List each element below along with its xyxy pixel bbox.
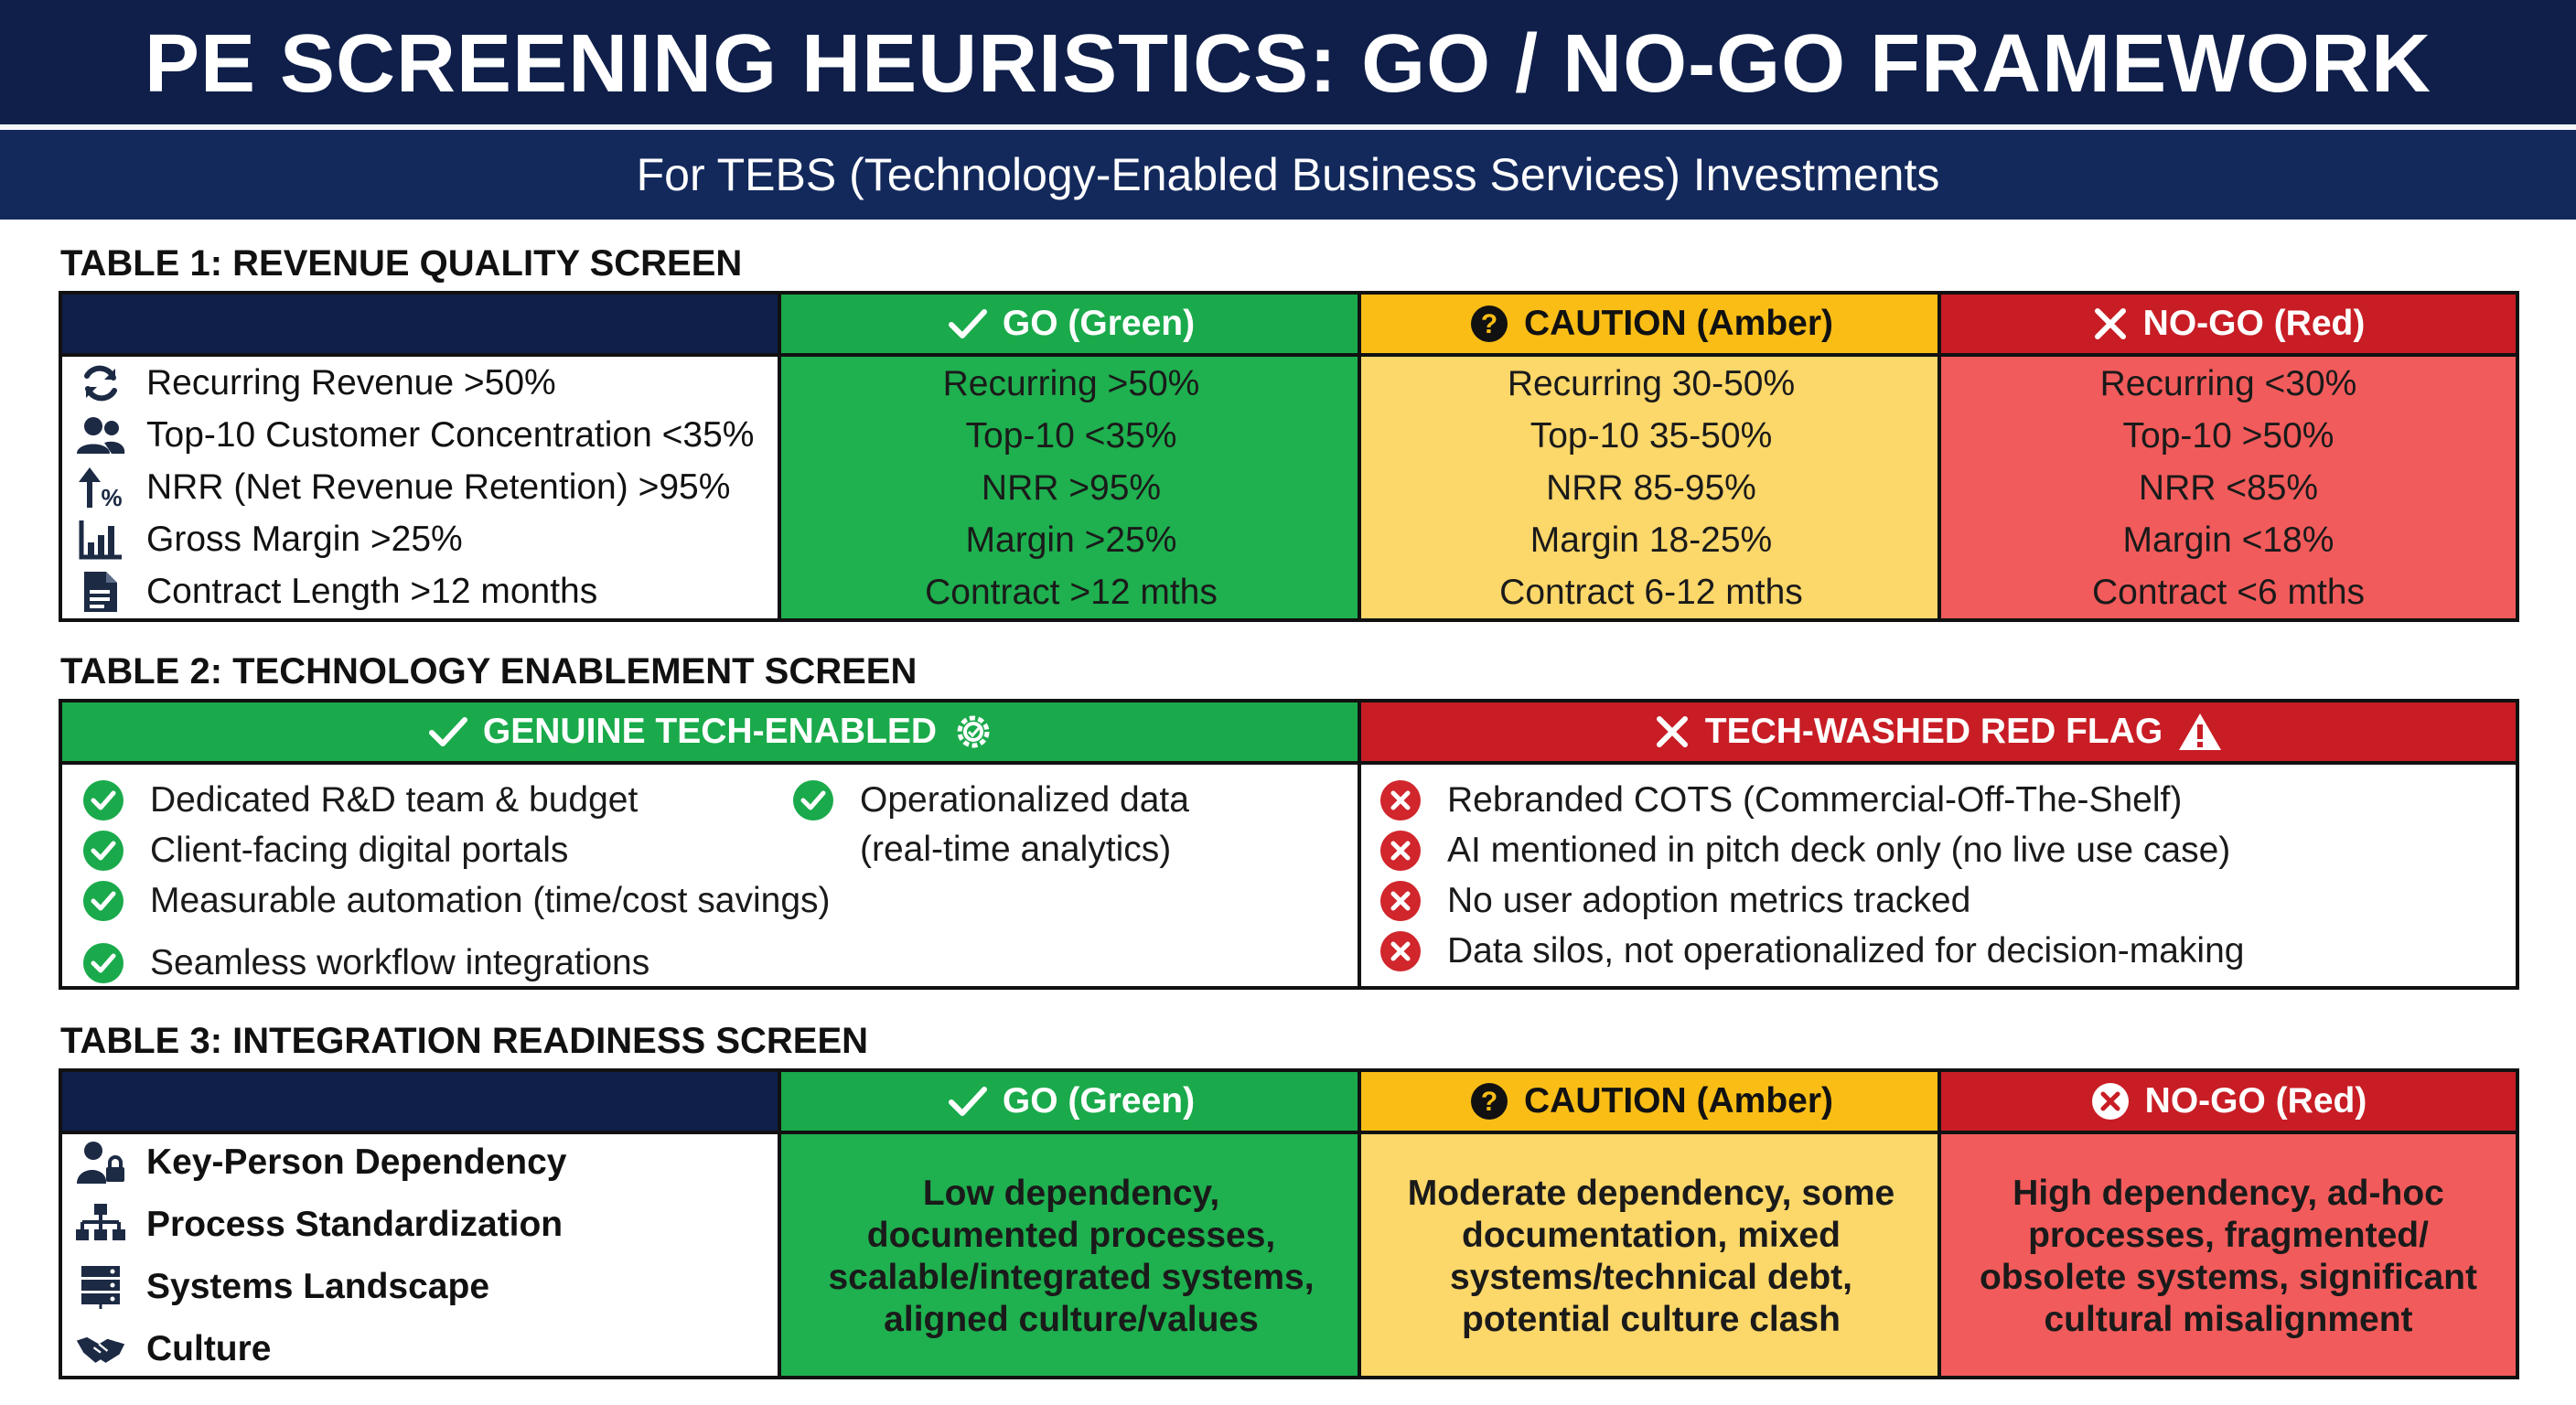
table3-caution-column <box>1361 1134 1941 1376</box>
page-subtitle: For TEBS (Technology-Enabled Business Services) Investments <box>636 149 1940 200</box>
table3-row-label <box>75 1140 567 1185</box>
table3-nogo-line: cultural misalignment <box>2044 1300 2413 1339</box>
table1-row-text: Recurring Revenue >50% <box>146 363 556 402</box>
washed-item-text: No user adoption metrics tracked <box>1447 881 1971 920</box>
table3-go-line: scalable/integrated systems, <box>828 1258 1315 1297</box>
table3-nogo-line: obsolete systems, significant <box>1979 1258 2477 1297</box>
x-circle-icon <box>1379 880 1422 922</box>
table3-go-column <box>781 1134 1361 1376</box>
check-circle-icon <box>82 942 124 984</box>
question-circle-icon <box>1469 1081 1509 1121</box>
table3-divider <box>1937 1072 1941 1376</box>
washed-item-text: AI mentioned in pitch deck only (no live use case) <box>1447 831 2231 870</box>
document-icon <box>75 569 126 615</box>
table3-row-label <box>75 1326 272 1372</box>
table1-nogo-cell: Margin <18% <box>2122 520 2334 560</box>
table1-header-go <box>781 295 1361 353</box>
table3-header-caution <box>1361 1072 1941 1131</box>
genuine-item-text <box>860 776 1189 874</box>
users-icon <box>75 413 126 458</box>
genuine-item-text: Client-facing digital portals <box>150 831 569 870</box>
check-icon <box>428 713 468 750</box>
table2-header-washed <box>1361 702 2516 761</box>
table2-header-genuine <box>62 702 1361 761</box>
table1-go-column <box>781 357 1361 618</box>
table3-row-label <box>75 1202 563 1248</box>
table1-caution-cell: NRR 85-95% <box>1546 468 1756 508</box>
arrow-up-percent-icon <box>75 465 126 510</box>
table1-divider <box>1358 295 1361 618</box>
table3-title: TABLE 3: INTEGRATION READINESS SCREEN <box>60 1021 869 1061</box>
technology-enablement-table <box>59 699 2519 990</box>
svg-text:%: % <box>101 484 123 509</box>
table1-nogo-cell: Recurring <30% <box>2099 364 2357 403</box>
table1-row-label <box>75 465 730 510</box>
table1-go-cell: Contract >12 mths <box>925 573 1218 612</box>
svg-text:?: ? <box>1480 1087 1498 1117</box>
table1-divider <box>778 295 781 618</box>
x-icon <box>1654 713 1690 750</box>
table2-washed-label: TECH-WASHED RED FLAG <box>1704 712 2163 751</box>
table3-header-blank <box>62 1072 781 1131</box>
table3-go-text <box>818 1173 1325 1341</box>
table3-caution-line: systems/technical debt, <box>1449 1258 1852 1297</box>
table3-caution-line: potential culture clash <box>1462 1300 1841 1339</box>
table1-go-cell: Recurring >50% <box>942 364 1200 403</box>
table1-nogo-label: NO-GO (Red) <box>2142 304 2366 343</box>
table1-go-label: GO (Green) <box>1002 304 1196 343</box>
warning-icon <box>2177 712 2223 752</box>
table1-row-label <box>75 413 754 458</box>
table3-go-line: aligned culture/values <box>884 1300 1259 1339</box>
table1-row-text: Gross Margin >25% <box>146 520 463 559</box>
x-icon <box>2092 306 2129 342</box>
table3-nogo-label: NO-GO (Red) <box>2144 1081 2367 1121</box>
svg-text:?: ? <box>1480 309 1498 339</box>
table1-header-blank <box>62 295 781 353</box>
genuine-item-text: Measurable automation (time/cost savings) <box>150 881 831 920</box>
table3-go-label: GO (Green) <box>1002 1081 1196 1121</box>
integration-readiness-table <box>59 1068 2519 1379</box>
server-icon <box>75 1264 126 1310</box>
table1-caution-label: CAUTION (Amber) <box>1524 304 1833 343</box>
table2-title: TABLE 2: TECHNOLOGY ENABLEMENT SCREEN <box>60 651 918 692</box>
question-circle-icon <box>1469 304 1509 344</box>
revenue-quality-table <box>59 291 2519 622</box>
genuine-item <box>82 938 649 988</box>
table3-divider <box>778 1072 781 1376</box>
table1-nogo-cell: NRR <85% <box>2138 468 2319 508</box>
table1-row-label <box>75 517 463 563</box>
x-circle-icon <box>1379 830 1422 872</box>
table3-row-text: Systems Landscape <box>146 1267 490 1306</box>
handshake-icon <box>75 1326 126 1372</box>
table3-row-text: Process Standardization <box>146 1205 564 1244</box>
table3-row-text: Key-Person Dependency <box>146 1142 567 1182</box>
table3-go-line: Low dependency, <box>922 1174 1220 1213</box>
genuine-item <box>82 776 638 825</box>
check-icon <box>948 306 988 342</box>
table2-divider <box>1358 702 1361 986</box>
table3-caution-label: CAUTION (Amber) <box>1524 1081 1833 1121</box>
table1-row-text: Contract Length >12 months <box>146 572 598 611</box>
genuine-item <box>82 876 831 926</box>
table1-go-cell: NRR >95% <box>981 468 1162 508</box>
table1-header-caution <box>1361 295 1941 353</box>
washed-item <box>1379 776 2182 825</box>
table1-caution-column <box>1361 357 1941 618</box>
table2-genuine-label: GENUINE TECH-ENABLED <box>482 712 938 751</box>
table1-go-cell: Margin >25% <box>965 520 1177 560</box>
genuine-item <box>82 826 568 875</box>
table1-nogo-cell: Contract <6 mths <box>2091 573 2366 612</box>
gear-icon <box>951 710 995 754</box>
person-lock-icon <box>75 1140 126 1185</box>
table2-header-rule <box>62 761 2516 765</box>
table1-header-nogo <box>1941 295 2516 353</box>
table1-go-cell: Top-10 <35% <box>965 416 1177 456</box>
table3-caution-line: Moderate dependency, some <box>1407 1174 1895 1213</box>
check-icon <box>948 1083 988 1120</box>
genuine-item <box>792 776 1189 874</box>
table1-nogo-column <box>1941 357 2516 618</box>
table1-caution-cell: Margin 18-25% <box>1530 520 1773 560</box>
table1-caution-cell: Contract 6-12 mths <box>1499 573 1803 612</box>
table1-row-text: Top-10 Customer Concentration <35% <box>146 415 755 455</box>
genuine-item-line: (real-time analytics) <box>860 830 1172 869</box>
table1-row-text: NRR (Net Revenue Retention) >95% <box>146 467 731 507</box>
refresh-icon <box>75 360 126 406</box>
table3-nogo-text <box>1978 1173 2479 1341</box>
washed-item <box>1379 927 2244 976</box>
table1-row-label <box>75 569 597 615</box>
x-circle-icon <box>1379 779 1422 821</box>
table3-nogo-column <box>1941 1134 2516 1376</box>
check-circle-icon <box>82 880 124 922</box>
check-circle-icon <box>792 779 834 821</box>
check-circle-icon <box>82 830 124 872</box>
table3-row-label <box>75 1264 489 1310</box>
table1-caution-cell: Top-10 35-50% <box>1530 416 1773 456</box>
genuine-item-text: Seamless workflow integrations <box>150 943 650 982</box>
table3-nogo-line: processes, fragmented/ <box>2028 1216 2429 1255</box>
washed-item-text: Data silos, not operationalized for decision-making <box>1447 931 2245 971</box>
org-chart-icon <box>75 1202 126 1248</box>
washed-item <box>1379 876 1970 926</box>
table1-nogo-cell: Top-10 >50% <box>2122 416 2334 456</box>
genuine-item-text: Dedicated R&D team & budget <box>150 780 639 820</box>
table3-caution-text <box>1398 1173 1905 1341</box>
table3-header-nogo <box>1941 1072 2516 1131</box>
table3-header-go <box>781 1072 1361 1131</box>
washed-item-text: Rebranded COTS (Commercial-Off-The-Shelf) <box>1447 780 2183 820</box>
table1-divider <box>1937 295 1941 618</box>
washed-item <box>1379 826 2230 875</box>
table3-row-text: Culture <box>146 1329 272 1368</box>
table3-caution-line: documentation, mixed <box>1462 1216 1841 1255</box>
table3-go-line: documented processes, <box>866 1216 1276 1255</box>
table3-divider <box>1358 1072 1361 1376</box>
page-title: PE SCREENING HEURISTICS: GO / NO-GO FRAMEWORK <box>144 17 2432 110</box>
table1-title: TABLE 1: REVENUE QUALITY SCREEN <box>60 243 743 284</box>
genuine-item-line: Operationalized data <box>860 780 1189 820</box>
x-circle-icon <box>2090 1081 2131 1121</box>
x-circle-icon <box>1379 930 1422 972</box>
table1-caution-cell: Recurring 30-50% <box>1507 364 1796 403</box>
bar-chart-icon <box>75 517 126 563</box>
table1-row-label <box>75 360 556 406</box>
table3-nogo-line: High dependency, ad-hoc <box>2012 1174 2444 1213</box>
check-circle-icon <box>82 779 124 821</box>
